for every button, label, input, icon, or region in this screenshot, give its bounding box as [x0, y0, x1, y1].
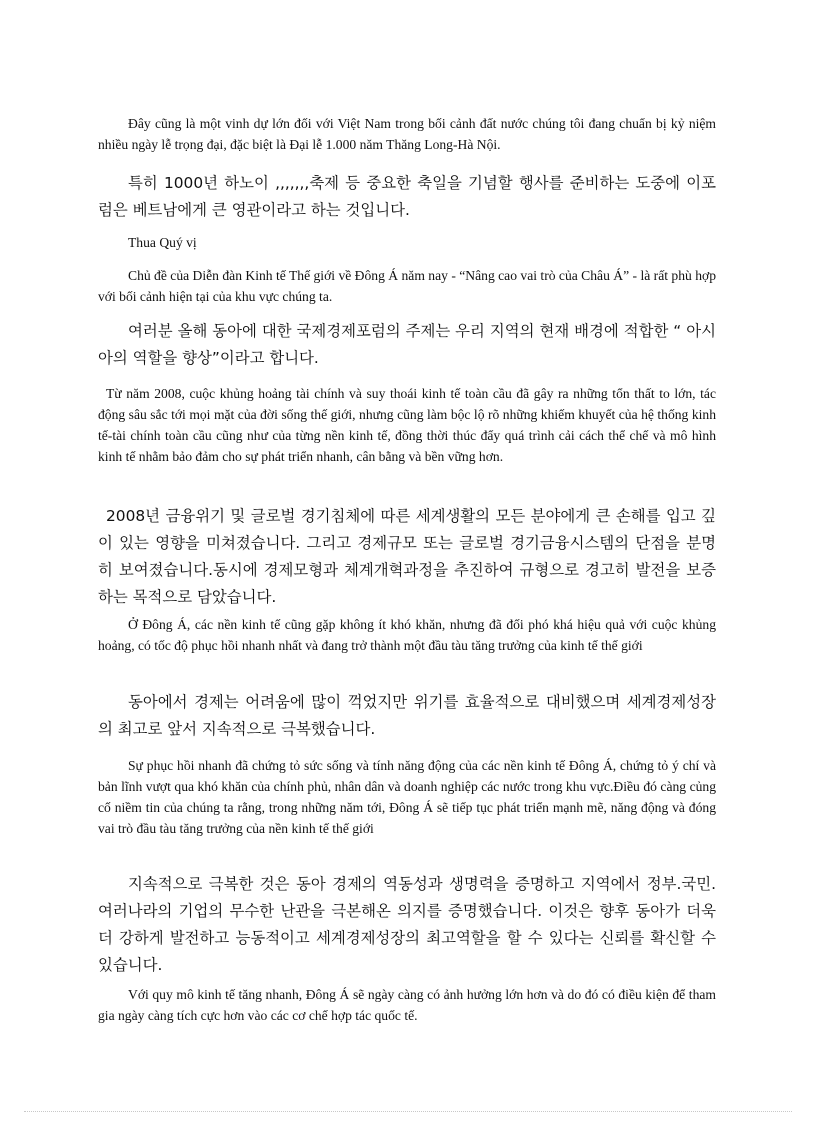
page-bottom-divider: [24, 1111, 792, 1112]
paragraph-vi-4: Ở Đông Á, các nền kinh tế cũng gặp không ít khó khăn, nhưng đã đối phó khá hiệu quả với cuộc khủng hoảng, có tốc độ phục hồi nhanh nhất và đang trở thành một đầu tàu tăng trưởng của kinh tế thế giới: [98, 617, 716, 653]
paragraph-vi-6: Với quy mô kinh tế tăng nhanh, Đông Á sẽ ngày càng có ảnh hưởng lớn hơn và do đó có điều kiện để tham gia ngày càng tích cực hơn vào các cơ chế hợp tác quốc tế.: [98, 987, 716, 1023]
paragraph-ko-1: 특히 1000년 하노이 ,,,,,,,축제 등 중요한 축일을 기념할 행사를 준비하는 도중에 이포럼은 베트남에게 큰 영관이라고 하는 것입니다.: [98, 174, 716, 219]
paragraph-vi-1: Đây cũng là một vinh dự lớn đối với Việt Nam trong bối cảnh đất nước chúng tôi đang chuẩn bị kỷ niệm nhiều ngày lễ trọng đại, đặc biệt là Đại lễ 1.000 năm Thăng Long-Hà Nội.: [98, 116, 716, 152]
paragraph-vi-salutation: Thua Quý vị: [128, 235, 197, 250]
paragraph-ko-3: 2008년 금융위기 및 글로벌 경기침체에 따른 세계생활의 모든 분야에게 큰 손해를 입고 깊이 있는 영향을 미쳐졌습니다. 그리고 경제규모 또는 글로벌 경기금융시스템의 단점을 분명히 보여졌습니다.동시에 경제모형과 체계개혁과정을 추진하여 규형으로 경고히 발전을 보증하는 목적으로 담았습니다.: [98, 507, 716, 606]
paragraph-vi-2: Chủ đề của Diễn đàn Kinh tế Thế giới về Đông Á năm nay - “Nâng cao vai trò của Châu Á” - là rất phù hợp với bối cảnh hiện tại của khu vực chúng ta.: [98, 268, 716, 304]
paragraph-vi-3: Từ năm 2008, cuộc khủng hoảng tài chính và suy thoái kinh tế toàn cầu đã gây ra những tổn thất to lớn, tác động sâu sắc tới mọi mặt của đời sống thế giới, nhưng cũng làm bộc lộ rõ những khiếm khuyết của hệ thống kinh tế-tài chính toàn cầu cũng như của từng nền kinh tế, đồng thời thúc đẩy quá trình cải cách thể chế và mô hình kinh tế nhằm bảo đảm cho sự phát triển nhanh, cân bằng và bền vững hơn.: [98, 386, 716, 464]
paragraph-ko-5: 지속적으로 극복한 것은 동아 경제의 역동성과 생명력을 증명하고 지역에서 정부.국민.여러나라의 기업의 무수한 난관을 극본해온 의지를 증명했습니다. 이것은 향후 동아가 더욱더 강하게 발전하고 능동적이고 세계경제성장의 최고역할을 할 수 있다는 신뢰를 확신할 수 있습니다.: [98, 875, 716, 974]
paragraph-ko-4: 동아에서 경제는 어려움에 많이 꺽었지만 위기를 효율적으로 대비했으며 세계경제성장의 최고로 앞서 지속적으로 극복했습니다.: [98, 693, 716, 738]
paragraph-ko-2: 여러분 올해 동아에 대한 국제경제포럼의 주제는 우리 지역의 현재 배경에 적합한 “ 아시아의 역할을 향상”이라고 합니다.: [98, 322, 716, 367]
paragraph-vi-5: Sự phục hồi nhanh đã chứng tỏ sức sống và tính năng động của các nền kinh tế Đông Á, chứng tỏ ý chí và bản lĩnh vượt qua khó khăn của chính phủ, nhân dân và doanh nghiệp các nước trong khu vực.Điều đó càng củng cố niềm tin của chúng ta rằng, trong những năm tới, Đông Á sẽ tiếp tục phát triển mạnh mẽ, năng động và đóng vai trò đầu tàu tăng trưởng của nền kinh tế thế giới: [98, 758, 716, 836]
